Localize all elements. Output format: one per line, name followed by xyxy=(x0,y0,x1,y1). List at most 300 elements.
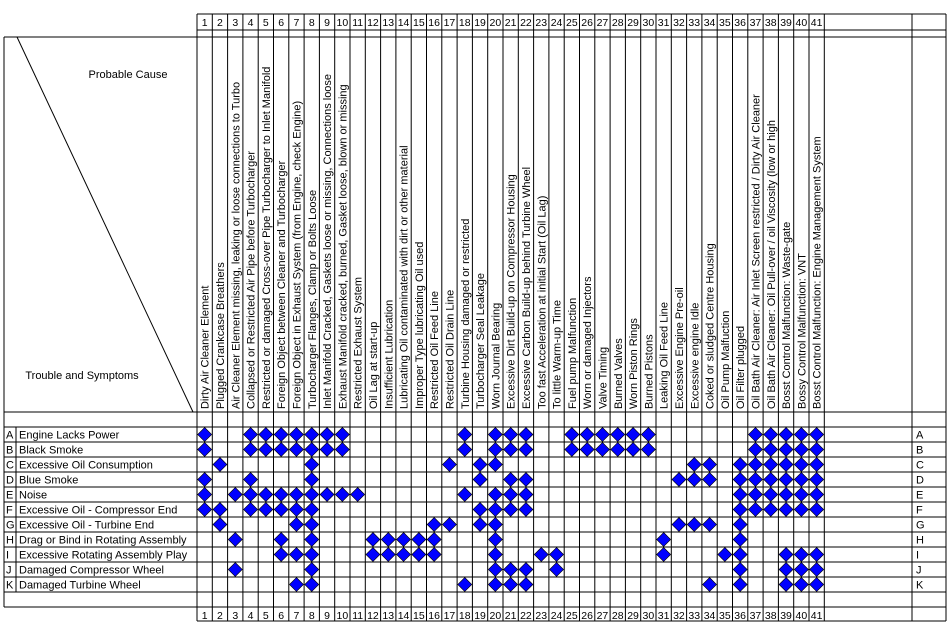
diamond-mark xyxy=(244,488,258,502)
diamond-mark xyxy=(519,443,533,457)
column-numbers-bottom xyxy=(202,610,823,622)
diamond-mark xyxy=(289,488,303,502)
column-label: To little Warm-up Time xyxy=(551,299,564,409)
diamond-mark xyxy=(687,458,701,472)
diamond-mark xyxy=(504,443,518,457)
diamond-mark xyxy=(305,563,319,577)
column-number: 10 xyxy=(336,610,349,622)
column-number: 40 xyxy=(795,17,808,29)
diamond-mark xyxy=(580,443,594,457)
column-number: 24 xyxy=(550,610,563,622)
diamond-mark xyxy=(794,458,808,472)
diamond-mark xyxy=(488,533,502,547)
column-label: Too fast Acceleration at initial Start (Oil Lag) xyxy=(536,195,549,409)
diamond-mark xyxy=(565,428,579,442)
column-number: 32 xyxy=(673,17,685,29)
column-label: Oil Filter plugged xyxy=(735,325,748,409)
diamond-mark xyxy=(733,548,747,562)
column-number: 4 xyxy=(247,17,254,29)
diamond-mark xyxy=(733,518,747,532)
row-label: Damaged Compressor Wheel xyxy=(19,564,164,577)
diamond-mark xyxy=(335,443,349,457)
diamond-mark xyxy=(274,533,288,547)
diamond-mark xyxy=(672,518,686,532)
column-label: Worn Journal Bearing xyxy=(490,302,503,409)
column-number: 29 xyxy=(627,17,639,29)
header-diagonal xyxy=(17,37,193,412)
diamond-mark xyxy=(213,503,227,517)
column-number: 23 xyxy=(535,17,548,29)
column-label: Excessive Engine Pre-oil xyxy=(673,287,686,409)
diamond-mark xyxy=(259,503,273,517)
row-letter: H xyxy=(6,534,14,547)
diamond-mark xyxy=(198,443,212,457)
diamond-mark xyxy=(810,578,824,592)
row-letter-right: I xyxy=(916,549,920,562)
diamond-mark xyxy=(213,518,227,532)
diamond-mark xyxy=(810,458,824,472)
diamond-mark xyxy=(458,488,472,502)
trouble-symptoms-heading: Trouble and Symptoms xyxy=(25,370,139,382)
diamond-mark xyxy=(519,503,533,517)
row-label: Excessive Oil - Turbine End xyxy=(19,519,155,532)
diamond-mark xyxy=(641,443,655,457)
diamond-mark xyxy=(748,488,762,502)
diamond-mark xyxy=(488,563,502,577)
row-label: Drag or Bind in Rotating Assembly xyxy=(19,534,187,547)
diamond-mark xyxy=(289,428,303,442)
diamond-mark xyxy=(519,473,533,487)
diamond-mark xyxy=(458,578,472,592)
diamond-mark xyxy=(794,473,808,487)
column-number: 12 xyxy=(367,17,379,29)
column-number: 7 xyxy=(293,610,300,622)
diamond-mark xyxy=(488,488,502,502)
column-number: 9 xyxy=(324,610,330,622)
column-number: 27 xyxy=(596,17,609,29)
diamond-mark xyxy=(748,443,762,457)
diamond-mark xyxy=(412,548,426,562)
diamond-mark xyxy=(764,503,778,517)
column-number: 7 xyxy=(293,17,300,29)
diamond-mark xyxy=(657,533,671,547)
diamond-mark xyxy=(473,518,487,532)
column-label: Plugged Crankcase Breathers xyxy=(214,262,227,409)
column-label: Insufficient Lubrication xyxy=(383,299,396,409)
diamond-mark xyxy=(397,533,411,547)
column-number: 11 xyxy=(352,17,364,29)
column-number: 12 xyxy=(367,610,379,622)
column-number: 41 xyxy=(810,610,823,622)
probable-cause-heading: Probable Cause xyxy=(88,69,168,81)
row-label: Noise xyxy=(19,489,48,502)
column-number: 1 xyxy=(201,610,208,622)
diamond-mark xyxy=(565,443,579,457)
diamond-mark xyxy=(534,548,548,562)
column-number: 33 xyxy=(688,610,701,622)
column-number: 33 xyxy=(688,17,701,29)
row-letter: G xyxy=(6,519,15,532)
diamond-mark xyxy=(305,578,319,592)
column-label: Fuel pump Malfunction xyxy=(566,297,579,409)
diamond-mark xyxy=(305,443,319,457)
diamond-mark xyxy=(764,443,778,457)
diamond-mark xyxy=(733,473,747,487)
column-number: 3 xyxy=(232,610,239,622)
column-number: 13 xyxy=(382,610,395,622)
diamond-mark xyxy=(305,473,319,487)
row-letter-right: F xyxy=(916,504,923,517)
column-number: 18 xyxy=(458,610,471,622)
column-label: Bosst Control Malfunction: Waste-gate xyxy=(781,221,794,409)
diamond-mark xyxy=(657,548,671,562)
column-label: Valve Timing xyxy=(597,346,610,409)
diamond-mark xyxy=(397,548,411,562)
column-number: 21 xyxy=(504,610,517,622)
diamond-mark xyxy=(473,473,487,487)
diamond-mark xyxy=(779,473,793,487)
column-label: Oil Pump Malfuction xyxy=(719,310,732,409)
diamond-mark xyxy=(687,518,701,532)
column-number: 26 xyxy=(581,610,593,622)
row-letter-right: K xyxy=(916,579,924,592)
diamond-mark xyxy=(198,473,212,487)
diamond-mark xyxy=(289,503,303,517)
column-number: 16 xyxy=(428,17,440,29)
column-label: Dirty Air Cleaner Element xyxy=(199,285,212,409)
column-label: Turbocharger Flanges, Clamp or Bolts Loose xyxy=(306,189,319,409)
diamond-mark xyxy=(595,428,609,442)
diamond-mark xyxy=(244,473,258,487)
diamond-mark xyxy=(458,428,472,442)
row-letter-right: J xyxy=(916,564,922,577)
diamond-mark xyxy=(244,428,258,442)
diamond-mark xyxy=(764,488,778,502)
column-number: 32 xyxy=(673,610,685,622)
diamond-mark xyxy=(519,563,533,577)
diamond-mark xyxy=(427,518,441,532)
column-number: 6 xyxy=(278,610,285,622)
diamond-mark xyxy=(228,563,242,577)
row-letter: J xyxy=(6,564,12,577)
column-number: 20 xyxy=(489,610,502,622)
column-label: Inlet Manifold Cracked, Gaskets loose or missing, Connections loose xyxy=(322,73,335,409)
column-label: Improper Type lubricating Oil used xyxy=(413,241,426,409)
column-number: 14 xyxy=(397,17,410,29)
column-number: 9 xyxy=(324,17,330,29)
diamond-mark xyxy=(504,563,518,577)
diamond-mark xyxy=(305,533,319,547)
diamond-mark xyxy=(351,488,365,502)
diamond-mark xyxy=(305,488,319,502)
diamond-mark xyxy=(580,428,594,442)
diamond-mark xyxy=(488,503,502,517)
column-number: 4 xyxy=(247,610,254,622)
diamond-mark xyxy=(703,473,717,487)
column-label: Air Cleaner Element missing, leaking or loose connections to Turbo xyxy=(230,81,243,409)
column-label: Bossy Control Malfunction: VNT xyxy=(796,253,809,409)
diamond-mark xyxy=(779,443,793,457)
row-letter-right: A xyxy=(916,429,924,442)
column-number: 6 xyxy=(278,17,285,29)
diamond-mark xyxy=(595,443,609,457)
column-number: 34 xyxy=(703,610,716,622)
row-label: Excessive Oil - Compressor End xyxy=(19,504,178,517)
column-number: 18 xyxy=(458,17,471,29)
diamond-mark xyxy=(519,428,533,442)
column-number: 8 xyxy=(308,610,315,622)
diamond-mark xyxy=(427,533,441,547)
diamond-mark xyxy=(504,428,518,442)
diamond-mark xyxy=(335,428,349,442)
diamond-mark xyxy=(274,443,288,457)
diamond-mark xyxy=(810,443,824,457)
diamond-mark xyxy=(626,428,640,442)
column-number: 30 xyxy=(642,17,655,29)
diamond-mark xyxy=(519,578,533,592)
column-number: 41 xyxy=(810,17,823,29)
column-number: 36 xyxy=(734,17,746,29)
diamond-mark xyxy=(213,458,227,472)
column-number: 38 xyxy=(764,17,777,29)
column-number: 17 xyxy=(443,17,456,29)
diamond-mark xyxy=(442,458,456,472)
diamond-mark xyxy=(335,488,349,502)
diamond-mark xyxy=(366,548,380,562)
diamond-mark xyxy=(259,488,273,502)
diamond-mark xyxy=(305,518,319,532)
column-number: 1 xyxy=(201,17,208,29)
diamond-mark xyxy=(442,518,456,532)
diamond-mark xyxy=(779,563,793,577)
column-number: 38 xyxy=(764,610,777,622)
column-labels xyxy=(200,67,824,409)
column-number: 35 xyxy=(719,610,731,622)
column-label: Exhaust Manifold cracked, burned, Gasket loose, blown or missing xyxy=(337,84,350,409)
diamond-mark xyxy=(320,428,334,442)
diamond-mark xyxy=(672,473,686,487)
diamond-mark xyxy=(733,563,747,577)
diamond-mark xyxy=(733,503,747,517)
column-label: Excessive Carbon Build-up behind Turbine Wheel xyxy=(520,166,533,409)
column-number: 5 xyxy=(262,17,269,29)
column-number: 5 xyxy=(262,610,269,622)
diamond-mark xyxy=(764,458,778,472)
diamond-mark xyxy=(748,458,762,472)
diamond-mark xyxy=(488,548,502,562)
diamond-mark xyxy=(733,458,747,472)
row-label: Blue Smoke xyxy=(19,474,79,487)
diamond-mark xyxy=(366,533,380,547)
column-label: Oil Lag at start-up xyxy=(367,321,380,409)
row-label: Black Smoke xyxy=(19,444,84,457)
column-label: Burned Valves xyxy=(612,338,625,409)
column-number: 26 xyxy=(581,17,593,29)
diamond-mark xyxy=(274,488,288,502)
column-label: Oil Bath Air Cleaner: Oil Pull-over / oil Viscosity (low or high xyxy=(765,120,778,409)
row-letter: I xyxy=(6,549,10,562)
column-label: Bosst Control Malfunction: Engine Management System xyxy=(811,136,824,409)
diamond-mark xyxy=(289,443,303,457)
column-number: 28 xyxy=(611,610,624,622)
diamond-mark xyxy=(320,443,334,457)
diamond-mark xyxy=(320,488,334,502)
diamond-mark xyxy=(412,533,426,547)
column-number: 15 xyxy=(413,610,425,622)
row-letter: E xyxy=(6,489,14,502)
diamond-mark xyxy=(779,503,793,517)
column-number: 2 xyxy=(217,17,223,29)
column-label: Restricted Exhaust System xyxy=(352,276,365,409)
diamond-mark xyxy=(748,428,762,442)
column-numbers-top xyxy=(202,17,823,29)
diamond-mark xyxy=(289,518,303,532)
column-number: 37 xyxy=(749,610,762,622)
column-number: 22 xyxy=(520,610,532,622)
column-number: 25 xyxy=(566,17,578,29)
column-number: 16 xyxy=(428,610,440,622)
diamond-mark xyxy=(703,458,717,472)
diamond-mark xyxy=(794,428,808,442)
diamond-marks xyxy=(198,428,824,592)
diamond-mark xyxy=(519,488,533,502)
column-number: 35 xyxy=(719,17,731,29)
row-label: Excessive Oil Consumption xyxy=(19,459,153,472)
column-number: 19 xyxy=(474,610,486,622)
diamond-mark xyxy=(810,563,824,577)
diamond-mark xyxy=(764,428,778,442)
column-number: 2 xyxy=(217,610,223,622)
column-label: Turbocharger Seal Leakage xyxy=(475,273,488,409)
column-number: 24 xyxy=(550,17,563,29)
column-number: 14 xyxy=(397,610,410,622)
column-label: Foreign Object between Cleaner and Turbocharger xyxy=(276,160,289,409)
row-letter-right: D xyxy=(916,474,924,487)
column-number: 13 xyxy=(382,17,395,29)
diamond-mark xyxy=(381,533,395,547)
diamond-mark xyxy=(488,458,502,472)
column-label: Lubricating Oil contaminated with dirt or other material xyxy=(398,145,411,409)
diamond-mark xyxy=(259,443,273,457)
diamond-mark xyxy=(488,578,502,592)
column-number: 8 xyxy=(308,17,315,29)
diamond-mark xyxy=(810,428,824,442)
diamond-mark xyxy=(550,548,564,562)
column-label: Foreign Object in Exhaust System (from Engine, check Engine) xyxy=(291,100,304,409)
column-label: Coked or sludged Centre Housing xyxy=(704,243,717,409)
diamond-mark xyxy=(289,578,303,592)
row-letter: F xyxy=(6,504,13,517)
column-number: 3 xyxy=(232,17,239,29)
column-number: 20 xyxy=(489,17,502,29)
diamond-mark xyxy=(305,503,319,517)
diamond-mark xyxy=(244,503,258,517)
diamond-mark xyxy=(198,488,212,502)
diamond-mark xyxy=(274,428,288,442)
diamond-mark xyxy=(810,503,824,517)
diamond-mark xyxy=(779,488,793,502)
column-number: 29 xyxy=(627,610,639,622)
diamond-mark xyxy=(488,428,502,442)
column-number: 31 xyxy=(657,17,670,29)
column-number: 11 xyxy=(352,610,364,622)
column-number: 22 xyxy=(520,17,532,29)
diamond-mark xyxy=(473,503,487,517)
column-number: 36 xyxy=(734,610,746,622)
column-number: 23 xyxy=(535,610,548,622)
diamond-mark xyxy=(611,443,625,457)
diamond-mark xyxy=(810,548,824,562)
row-letter: K xyxy=(6,579,14,592)
column-number: 17 xyxy=(443,610,456,622)
diamond-mark xyxy=(794,563,808,577)
diamond-mark xyxy=(504,488,518,502)
diamond-mark xyxy=(626,443,640,457)
column-label: Leaking Oil Feed Line xyxy=(658,301,671,409)
diamond-mark xyxy=(274,548,288,562)
diamond-mark xyxy=(718,548,732,562)
column-number: 30 xyxy=(642,610,655,622)
row-label: Engine Lacks Power xyxy=(19,429,120,442)
column-label: Worn Piston Rings xyxy=(628,318,641,409)
diamond-mark xyxy=(504,503,518,517)
column-number: 39 xyxy=(780,17,792,29)
diamond-mark xyxy=(764,473,778,487)
diamond-mark xyxy=(488,518,502,532)
column-label: Collapsed or Restricted Air Pipe before Turbocharger xyxy=(245,150,258,410)
diamond-mark xyxy=(381,548,395,562)
diamond-mark xyxy=(703,578,717,592)
column-label: Excessive engine Idle xyxy=(689,302,702,409)
row-label: Damaged Turbine Wheel xyxy=(19,579,141,592)
diamond-mark xyxy=(228,488,242,502)
row-letter-right: B xyxy=(916,444,924,457)
column-number: 28 xyxy=(611,17,624,29)
diamond-mark xyxy=(274,503,288,517)
diamond-mark xyxy=(504,473,518,487)
column-number: 40 xyxy=(795,610,808,622)
diamond-mark xyxy=(794,488,808,502)
column-number: 15 xyxy=(413,17,425,29)
column-label: Restricted Oil Drain Line xyxy=(444,289,457,409)
diamond-mark xyxy=(198,428,212,442)
row-letter: A xyxy=(6,429,14,442)
diamond-mark xyxy=(794,503,808,517)
diamond-mark xyxy=(305,458,319,472)
diamond-mark xyxy=(198,503,212,517)
column-label: Turbine Housing damaged or restricted xyxy=(459,218,472,409)
column-number: 31 xyxy=(657,610,670,622)
row-label: Excessive Rotating Assembly Play xyxy=(19,549,188,562)
column-number: 25 xyxy=(566,610,578,622)
diamond-mark xyxy=(611,428,625,442)
row-letter-right: E xyxy=(916,489,924,502)
diamond-mark xyxy=(779,578,793,592)
diamond-mark xyxy=(228,533,242,547)
diamond-mark xyxy=(289,548,303,562)
row-letter: B xyxy=(6,444,14,457)
diamond-mark xyxy=(779,458,793,472)
diamond-mark xyxy=(259,428,273,442)
diamond-mark xyxy=(488,443,502,457)
diamond-mark xyxy=(244,443,258,457)
column-label: Restricted or damaged Cross-over Pipe Turbocharger to Inlet Manifold xyxy=(260,66,273,409)
row-letter-right: H xyxy=(916,534,924,547)
diamond-mark xyxy=(733,488,747,502)
diamond-mark xyxy=(305,428,319,442)
column-label: Burned Pistons xyxy=(643,334,656,409)
column-number: 39 xyxy=(780,610,792,622)
